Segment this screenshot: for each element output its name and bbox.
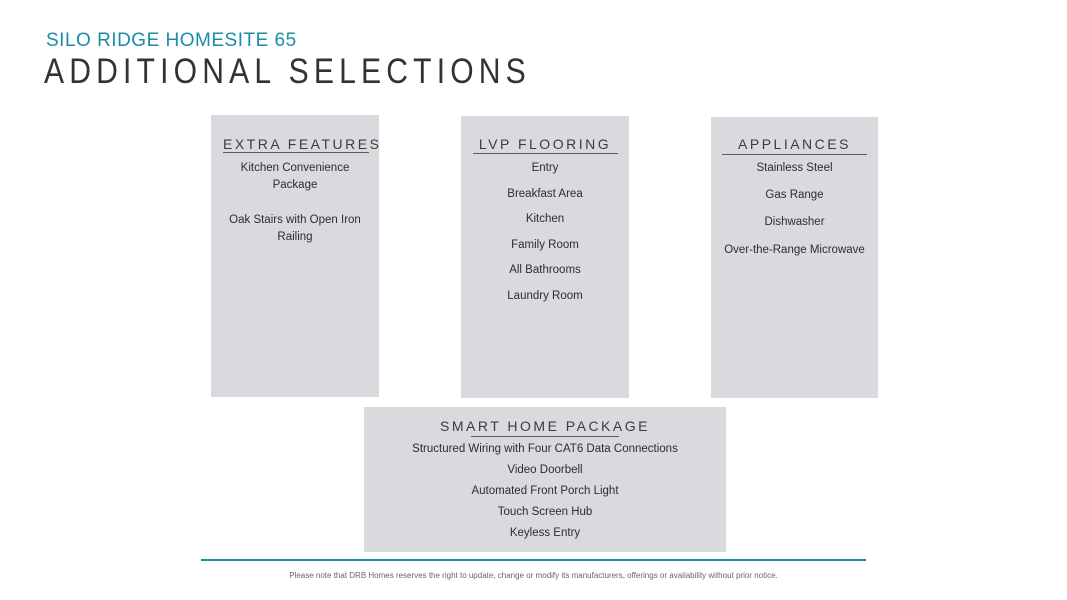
lvp-flooring-item: Kitchen [525, 213, 565, 225]
page-title: ADDITIONAL SELECTIONS [44, 52, 531, 91]
extra-features-panel [211, 115, 382, 397]
extra-features-item: Oak Stairs with Open Iron Railing [229, 214, 361, 243]
lvp-flooring-item: Entry [531, 162, 559, 174]
appliances-item: Over-the-Range Microwave [724, 244, 865, 256]
page-subtitle: SILO RIDGE HOMESITE 65 [46, 30, 297, 51]
lvp-flooring-title: LVP FLOORING [478, 136, 612, 152]
appliances-rule [722, 154, 867, 155]
smart-home-item: Structured Wiring with Four CAT6 Data Connections [412, 443, 678, 455]
smart-home-panel [364, 407, 726, 552]
extra-features-title: EXTRA FEATURES [223, 136, 382, 152]
smart-home-item: Video Doorbell [507, 464, 583, 476]
appliances-item: Gas Range [765, 189, 824, 201]
appliances-item: Dishwasher [764, 216, 825, 228]
extra-features-item: Kitchen Convenience Package [240, 162, 350, 191]
lvp-flooring-panel [461, 116, 629, 398]
footer-divider [201, 559, 866, 561]
smart-home-item: Automated Front Porch Light [471, 485, 619, 497]
footer-disclaimer: Please note that DRB Homes reserves the right to update, change or modify its manufacturers, offerings or availability without prior notice. [289, 571, 778, 580]
appliances-panel [711, 117, 878, 398]
smart-home-title: SMART HOME PACKAGE [440, 418, 650, 434]
smart-home-item: Keyless Entry [509, 527, 581, 539]
smart-home-item: Touch Screen Hub [497, 506, 593, 518]
lvp-flooring-item: Family Room [511, 239, 579, 251]
extra-features-rule [223, 152, 369, 153]
smart-home-rule [471, 436, 619, 437]
appliances-item: Stainless Steel [756, 162, 833, 174]
lvp-flooring-item: Laundry Room [507, 290, 583, 302]
appliances-title: APPLIANCES [738, 136, 851, 152]
lvp-flooring-item: Breakfast Area [507, 188, 583, 200]
lvp-flooring-item: All Bathrooms [509, 264, 581, 276]
lvp-flooring-rule [473, 153, 618, 154]
